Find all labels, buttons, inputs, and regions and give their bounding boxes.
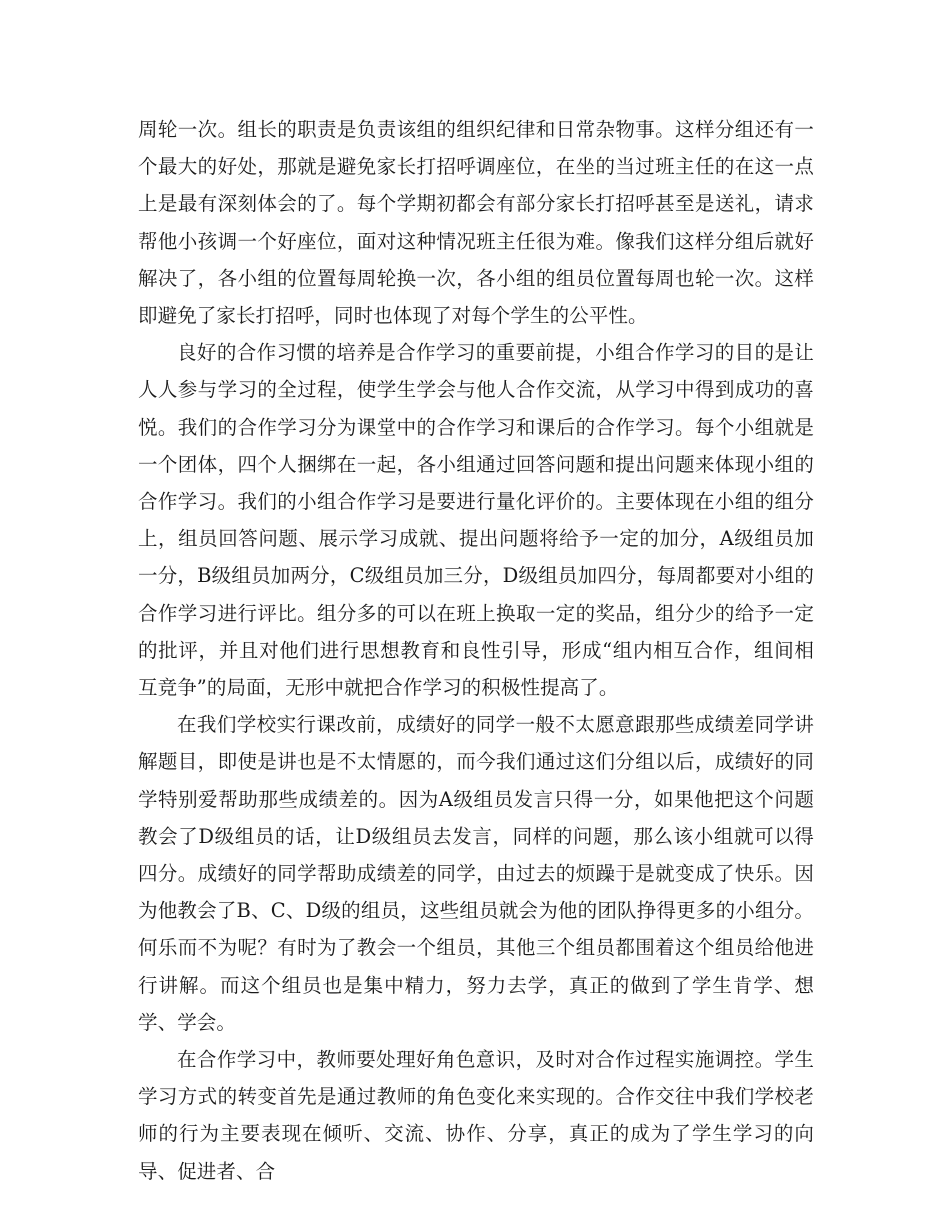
paragraph-2: 良好的合作习惯的培养是合作学习的重要前提，小组合作学习的目的是让人人参与学习的全过程，使学生学会与他人合作交流，从学习中得到成功的喜悦。我们的合作学习分为课堂中的合作学习和课后的合作学习。每个小组就是一个团体，四个人捆绑在一起，各小组通过回答问题和提出问题来体现小组的合作学习。我们的小组合作学习是要进行量化评价的。主要体现在小组的组分上，组员回答问题、展示学习成就、提出问题将给予一定的加分，A级组员加一分，B级组员加两分，C级组员加三分，D级组员加四分，每周都要对小组的合作学习进行评比。组分多的可以在班上换取一定的奖品，组分少的给予一定的批评，并且对他们进行思想教育和良性引导，形成“组内相互合作，组间相互竞争”的局面，无形中就把合作学习的积极性提高了。 xyxy=(138,341,814,700)
document-body xyxy=(138,111,814,1190)
paragraph-3: 在我们学校实行课改前，成绩好的同学一般不太愿意跟那些成绩差同学讲解题目，即使是讲也是不太情愿的，而今我们通过这们分组以后，成绩好的同学特别爱帮助那些成绩差的。因为A级组员发言只得一分，如果他把这个问题教会了D级组员的话，让D级组员去发言，同样的问题，那么该小组就可以得四分。成绩好的同学帮助成绩差的同学，由过去的烦躁于是就变成了快乐。因为他教会了B、C、D级的组员，这些组员就会为他的团队挣得更多的小组分。何乐而不为呢？有时为了教会一个组员，其他三个组员都围着这个组员给他进行讲解。而这个组员也是集中精力，努力去学，真正的做到了学生肯学、想学、学会。 xyxy=(138,713,814,1034)
paragraph-1: 周轮一次。组长的职责是负责该组的组织纪律和日常杂物事。这样分组还有一个最大的好处，那就是避免家长打招呼调座位，在坐的当过班主任的在这一点上是最有深刻体会的了。每个学期初都会有部分家长打招呼甚至是送礼，请求帮他小孩调一个好座位，面对这种情况班主任很为难。像我们这样分组后就好解决了，各小组的位置每周轮换一次，各小组的组员位置每周也轮一次。这样即避免了家长打招呼，同时也体现了对每个学生的公平性。 xyxy=(138,118,814,328)
paragraph-4: 在合作学习中，教师要处理好角色意识，及时对合作过程实施调控。学生学习方式的转变首先是通过教师的角色变化来实现的。合作交往中我们学校老师的行为主要表现在倾听、交流、协作、分享，真正的成为了学生学习的向导、促进者、合 xyxy=(138,1048,814,1183)
